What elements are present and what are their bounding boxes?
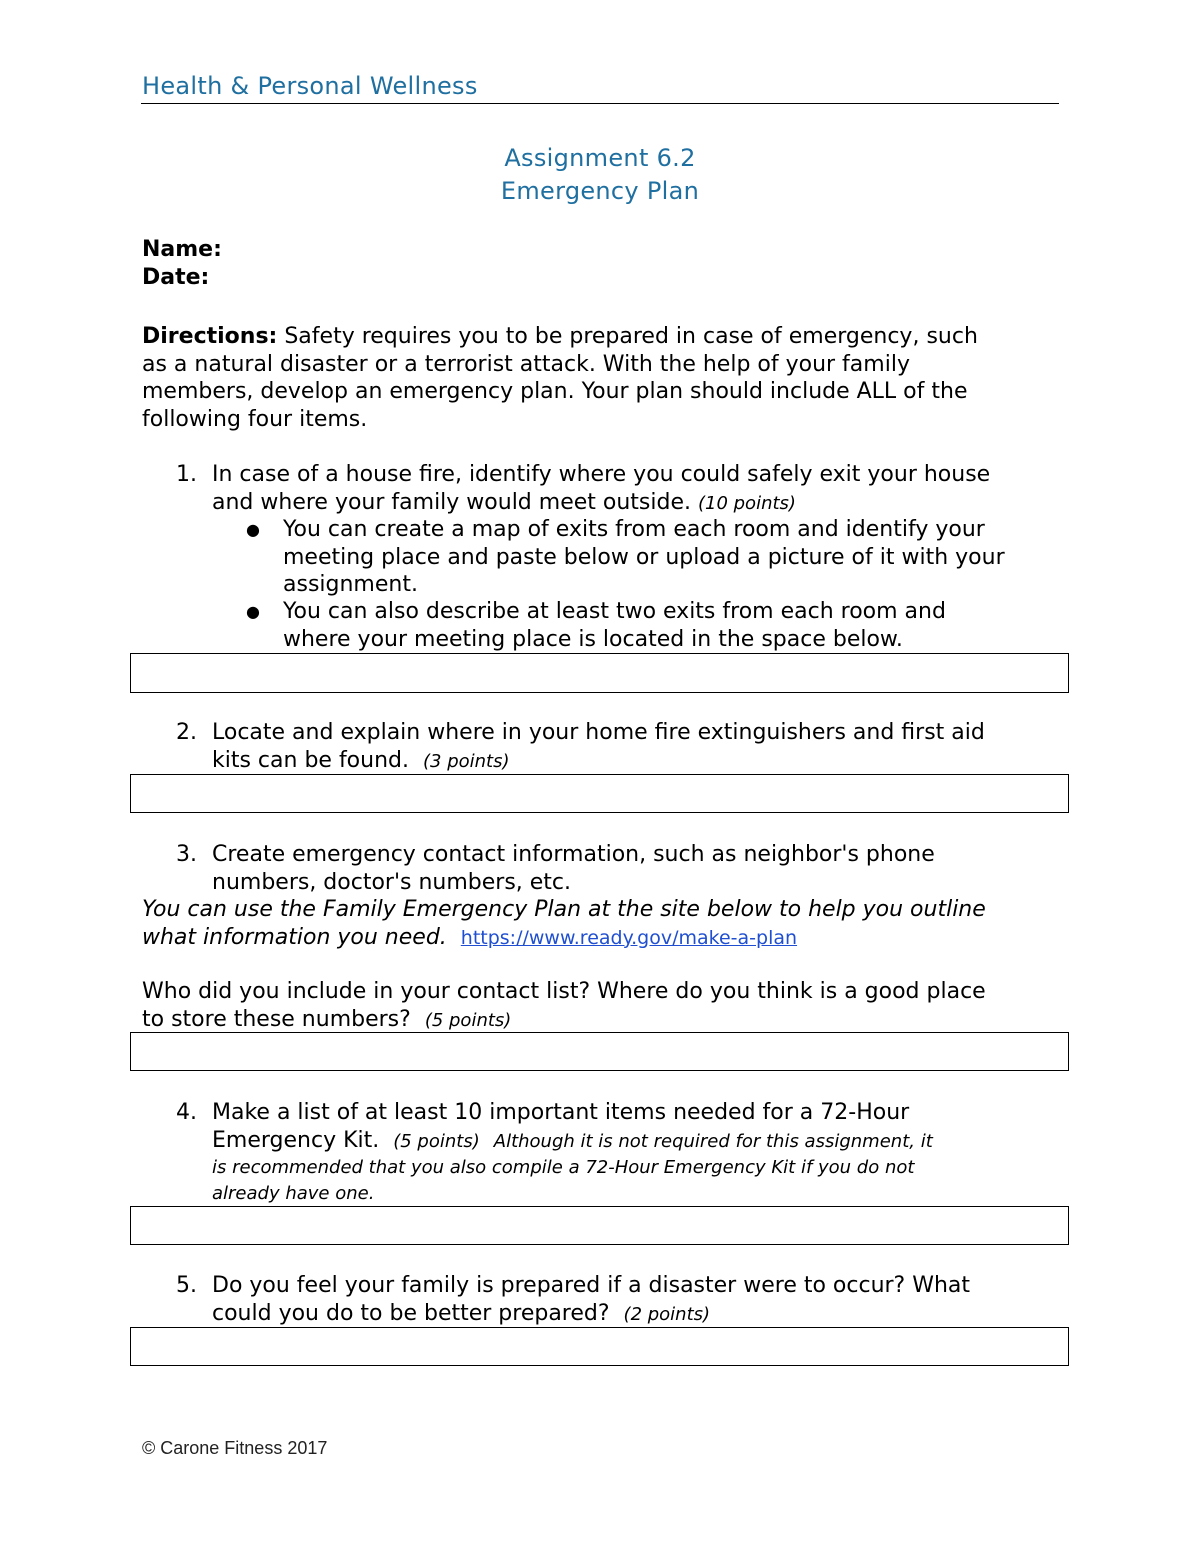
- header-divider: [141, 103, 1059, 104]
- assignment-title: Emergency Plan: [500, 177, 700, 205]
- item-2-answer-box[interactable]: [130, 774, 1069, 813]
- item-5-points: (2 points): [623, 1303, 711, 1325]
- item-5-number: 5.: [176, 1273, 197, 1298]
- name-label: Name:: [142, 237, 222, 262]
- directions-label: Directions:: [142, 324, 278, 349]
- item-4-answer-box[interactable]: [130, 1206, 1069, 1245]
- item-1-bullet-1: You can create a map of exits from each room and identify your meeting place and paste below or upload a picture of it with your assignment.: [283, 517, 1005, 597]
- item-4-number: 4.: [176, 1100, 197, 1125]
- item-2-points: (3 points): [423, 750, 510, 772]
- directions-paragraph: Directions: Safety requires you to be prepared in case of emergency, such as a natural disaster or a terrorist attack. With the help of your family members, develop an emergency plan. Your plan should include ALL of the following four items.: [142, 324, 978, 432]
- item-3-number: 3.: [176, 842, 197, 867]
- bullet-icon: ●: [246, 602, 260, 621]
- item-1-answer-box[interactable]: [130, 653, 1069, 693]
- item-1-bullet-2: You can also describe at least two exits from each room and where your meeting place is located in the space below.: [283, 599, 946, 652]
- date-label: Date:: [142, 265, 210, 290]
- ready-gov-link[interactable]: https://www.ready.gov/make-a-plan: [460, 926, 798, 949]
- item-5-answer-box[interactable]: [130, 1327, 1069, 1366]
- item-1-points: (10 points): [697, 492, 796, 514]
- item-3-text: Create emergency contact information, such as neighbor's phone numbers, doctor's numbers, etc.: [212, 842, 935, 895]
- assignment-number: Assignment 6.2: [504, 144, 696, 172]
- item-3-answer-box[interactable]: [130, 1032, 1069, 1071]
- item-4-text: Make a list of at least 10 important items needed for a 72-Hour Emergency Kit. (5 points) Although it is not required for this assignment, it is recommended that you also compile a 72-Hour Emergency Kit if you do not already have one.: [212, 1100, 933, 1204]
- course-title: Health & Personal Wellness: [142, 72, 478, 100]
- item-1-text: In case of a house fire, identify where you could safely exit your house and where your family would meet outside. (10 points): [212, 462, 991, 515]
- item-3-question: Who did you include in your contact list? Where do you think is a good place to store these numbers? (5 points): [142, 979, 986, 1032]
- bullet-icon: ●: [246, 520, 260, 539]
- item-2-number: 2.: [176, 720, 197, 745]
- copyright-footer: © Carone Fitness 2017: [142, 1438, 328, 1458]
- item-1-number: 1.: [176, 462, 197, 487]
- item-3-points: (5 points): [424, 1009, 512, 1031]
- item-2-text: Locate and explain where in your home fire extinguishers and first aid kits can be found. (3 points): [212, 720, 985, 773]
- item-5-text: Do you feel your family is prepared if a disaster were to occur? What could you do to be better prepared? (2 points): [212, 1273, 971, 1326]
- item-4-points: (5 points): [393, 1130, 480, 1152]
- item-3-note: You can use the Family Emergency Plan at the site below to help you outline what information you need. https://www.ready.gov/make-a-plan: [142, 897, 986, 950]
